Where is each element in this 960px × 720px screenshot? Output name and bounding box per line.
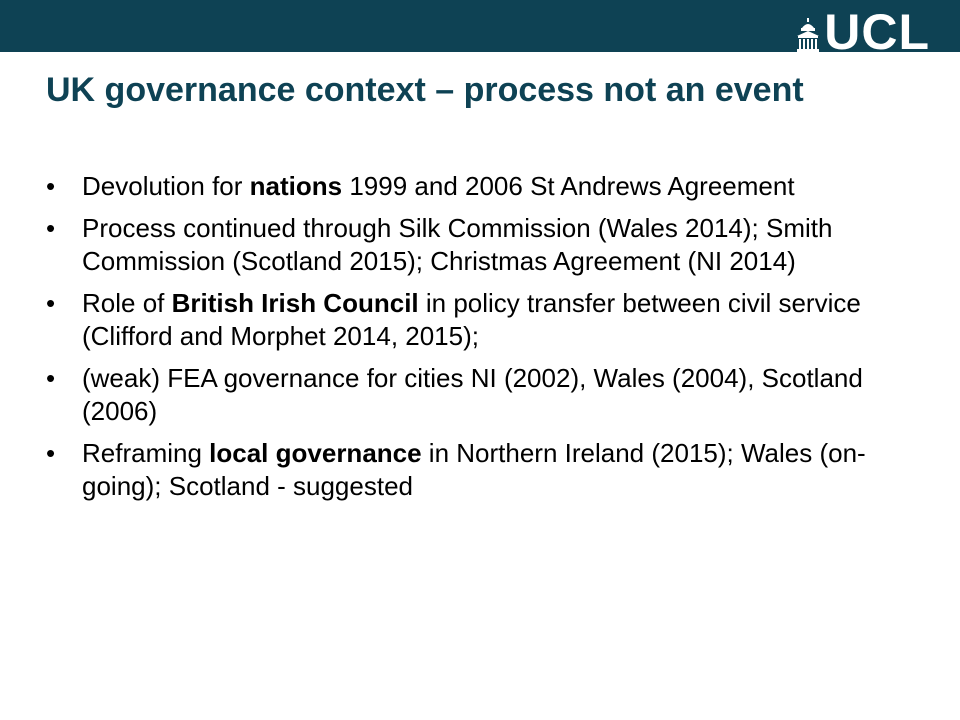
bullet-marker: • [46, 363, 56, 393]
bullet-marker: • [46, 288, 56, 318]
bullet-text: 1999 and 2006 St Andrews Agreement [342, 171, 795, 201]
logo-text: UCL [824, 4, 930, 60]
bullet-marker: • [46, 213, 56, 243]
portico-icon [796, 18, 820, 52]
bullet-text: in Northern Ireland (2015); Wales (on-going); Scotland - suggested [82, 438, 866, 501]
bullet-marker: • [46, 171, 56, 201]
bullet-text: Process continued through Silk Commission (Wales 2014); Smith Commission (Scotland 2015); Christmas Agreement (NI 2014) [82, 213, 833, 276]
bullet-text: (weak) FEA governance for cities NI (2002), Wales (2004), Scotland (2006) [82, 363, 863, 426]
bullet-text: in policy transfer between civil service (Clifford and Morphet 2014, 2015); [82, 288, 861, 351]
bullet-marker: • [46, 438, 56, 468]
slide-title: UK governance context – process not an event [46, 71, 804, 109]
bullet-item [46, 212, 926, 278]
header-bar [0, 0, 960, 60]
bullet-item [46, 437, 926, 503]
bullet-text: Role of [82, 288, 172, 318]
bullet-item [46, 362, 926, 428]
bullet-emphasis-text: British Irish Council [171, 288, 419, 318]
bullet-item [46, 287, 926, 353]
bullet-text: Reframing [82, 438, 210, 468]
bullet-text: Devolution for [82, 171, 250, 201]
bullet-emphasis-text: local governance [209, 438, 422, 468]
bullet-item [46, 170, 926, 203]
bullet-list [46, 170, 926, 512]
ucl-logo [796, 4, 930, 60]
bullet-emphasis-text: nations [249, 171, 343, 201]
